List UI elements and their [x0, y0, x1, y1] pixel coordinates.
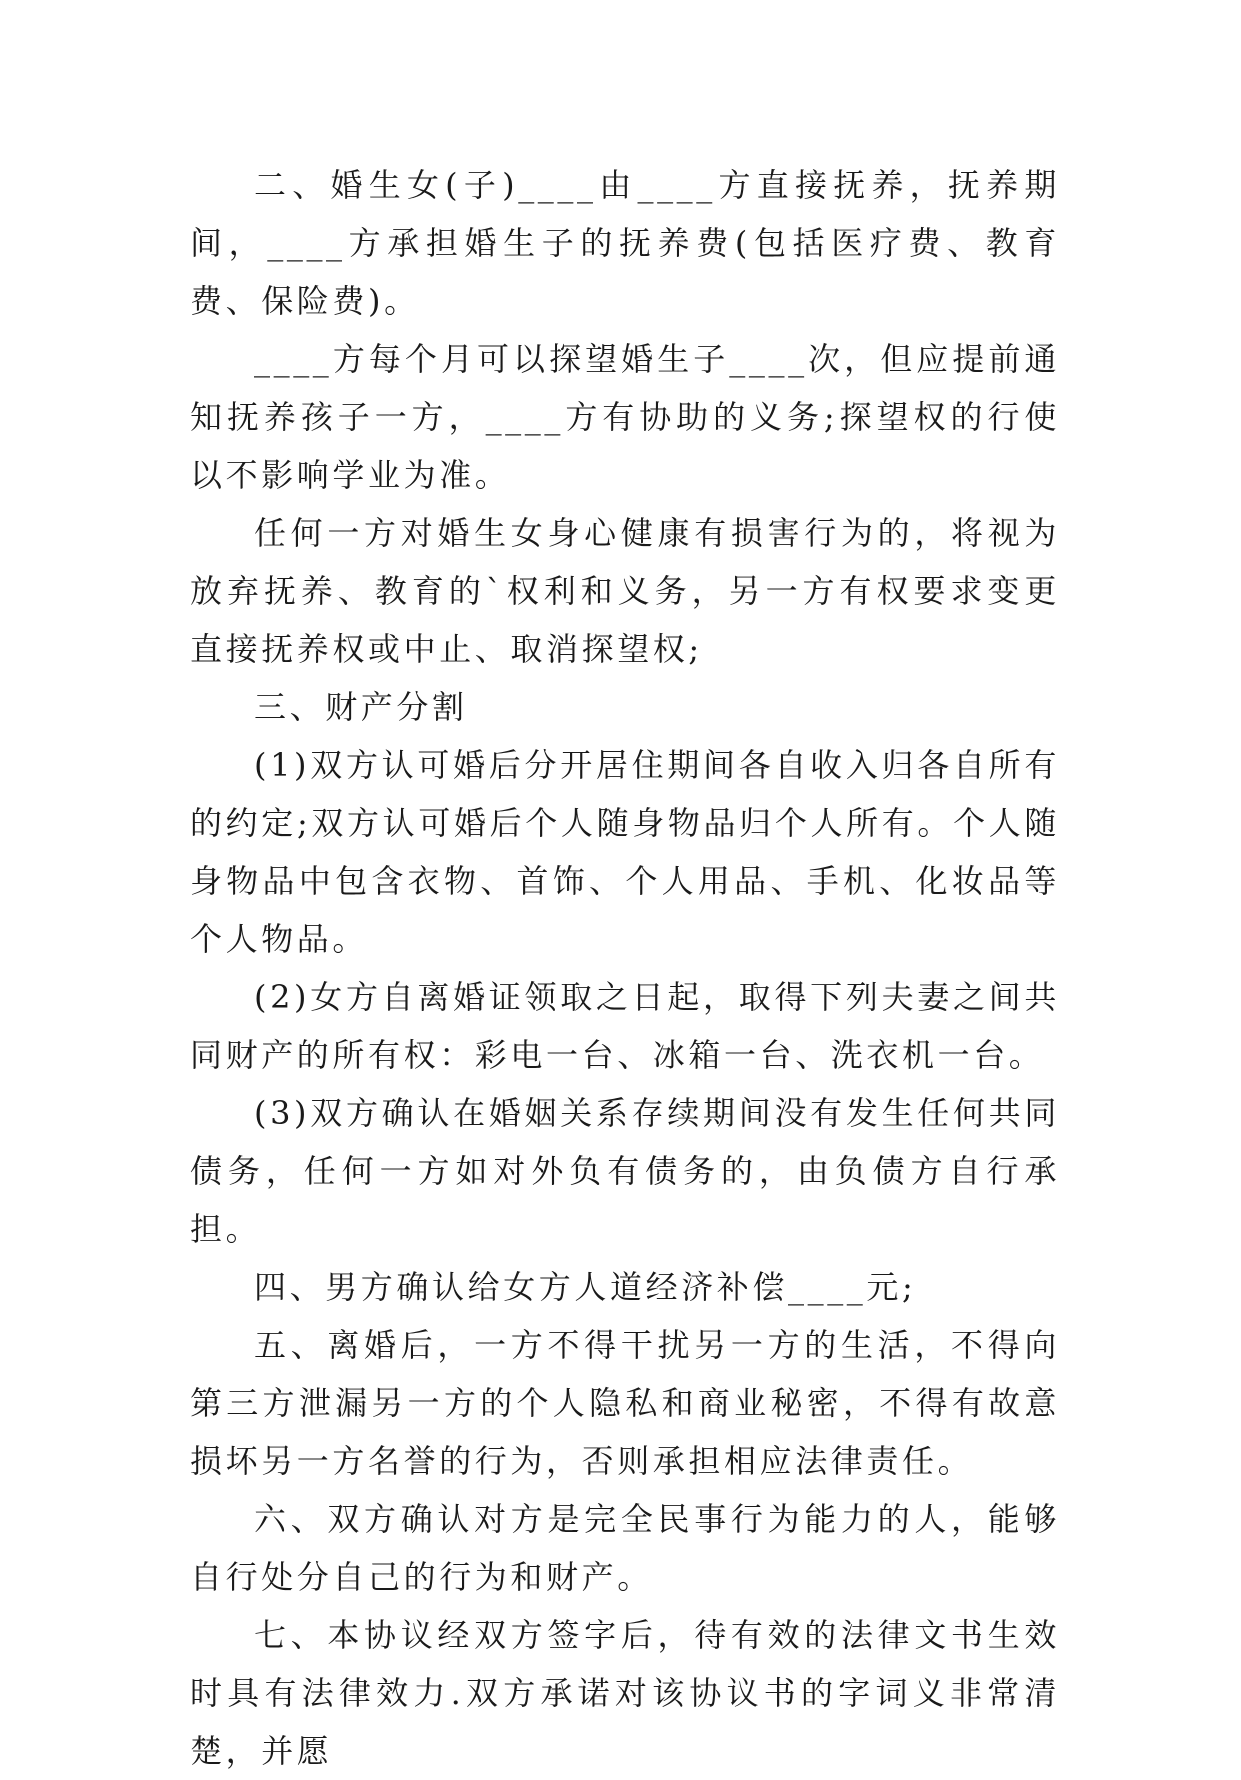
document-body	[190, 156, 1060, 1780]
paragraph-harm-clause: 任何一方对婚生女身心健康有损害行为的，将视为放弃抚养、教育的`权利和义务，另一方有权要求变更直接抚养权或中止、取消探望权;	[190, 514, 1060, 668]
paragraph-effectiveness: 七、本协议经双方签字后，待有效的法律文书生效时具有法律效力.双方承诺对该协议书的字词义非常清楚，并愿	[190, 1616, 1060, 1770]
paragraph-custody: 二、婚生女(子)____由____方直接抚养，抚养期间，____方承担婚生子的抚养费(包括医疗费、教育费、保险费)。	[190, 166, 1060, 320]
paragraph-compensation: 四、男方确认给女方人道经济补偿____元;	[254, 1268, 917, 1306]
paragraph-privacy: 五、离婚后，一方不得干扰另一方的生活，不得向第三方泄漏另一方的个人隐私和商业秘密，不得有故意损坏另一方名誉的行为，否则承担相应法律责任。	[190, 1326, 1060, 1480]
paragraph-property-1: (1)双方认可婚后分开居住期间各自收入归各自所有的约定;双方认可婚后个人随身物品归个人所有。个人随身物品中包含衣物、首饰、个人用品、手机、化妆品等个人物品。	[190, 746, 1060, 958]
paragraph-property-3: (3)双方确认在婚姻关系存续期间没有发生任何共同债务，任何一方如对外负有债务的，由负债方自行承担。	[190, 1094, 1060, 1248]
paragraph-property-2: (2)女方自离婚证领取之日起，取得下列夫妻之间共同财产的所有权：彩电一台、冰箱一台、洗衣机一台。	[190, 978, 1060, 1074]
paragraph-visitation: ____方每个月可以探望婚生子____次，但应提前通知抚养孩子一方，____方有协助的义务;探望权的行使以不影响学业为准。	[190, 340, 1060, 494]
paragraph-capacity: 六、双方确认对方是完全民事行为能力的人，能够自行处分自己的行为和财产。	[190, 1500, 1060, 1596]
section-heading-property: 三、财产分割	[254, 688, 468, 726]
